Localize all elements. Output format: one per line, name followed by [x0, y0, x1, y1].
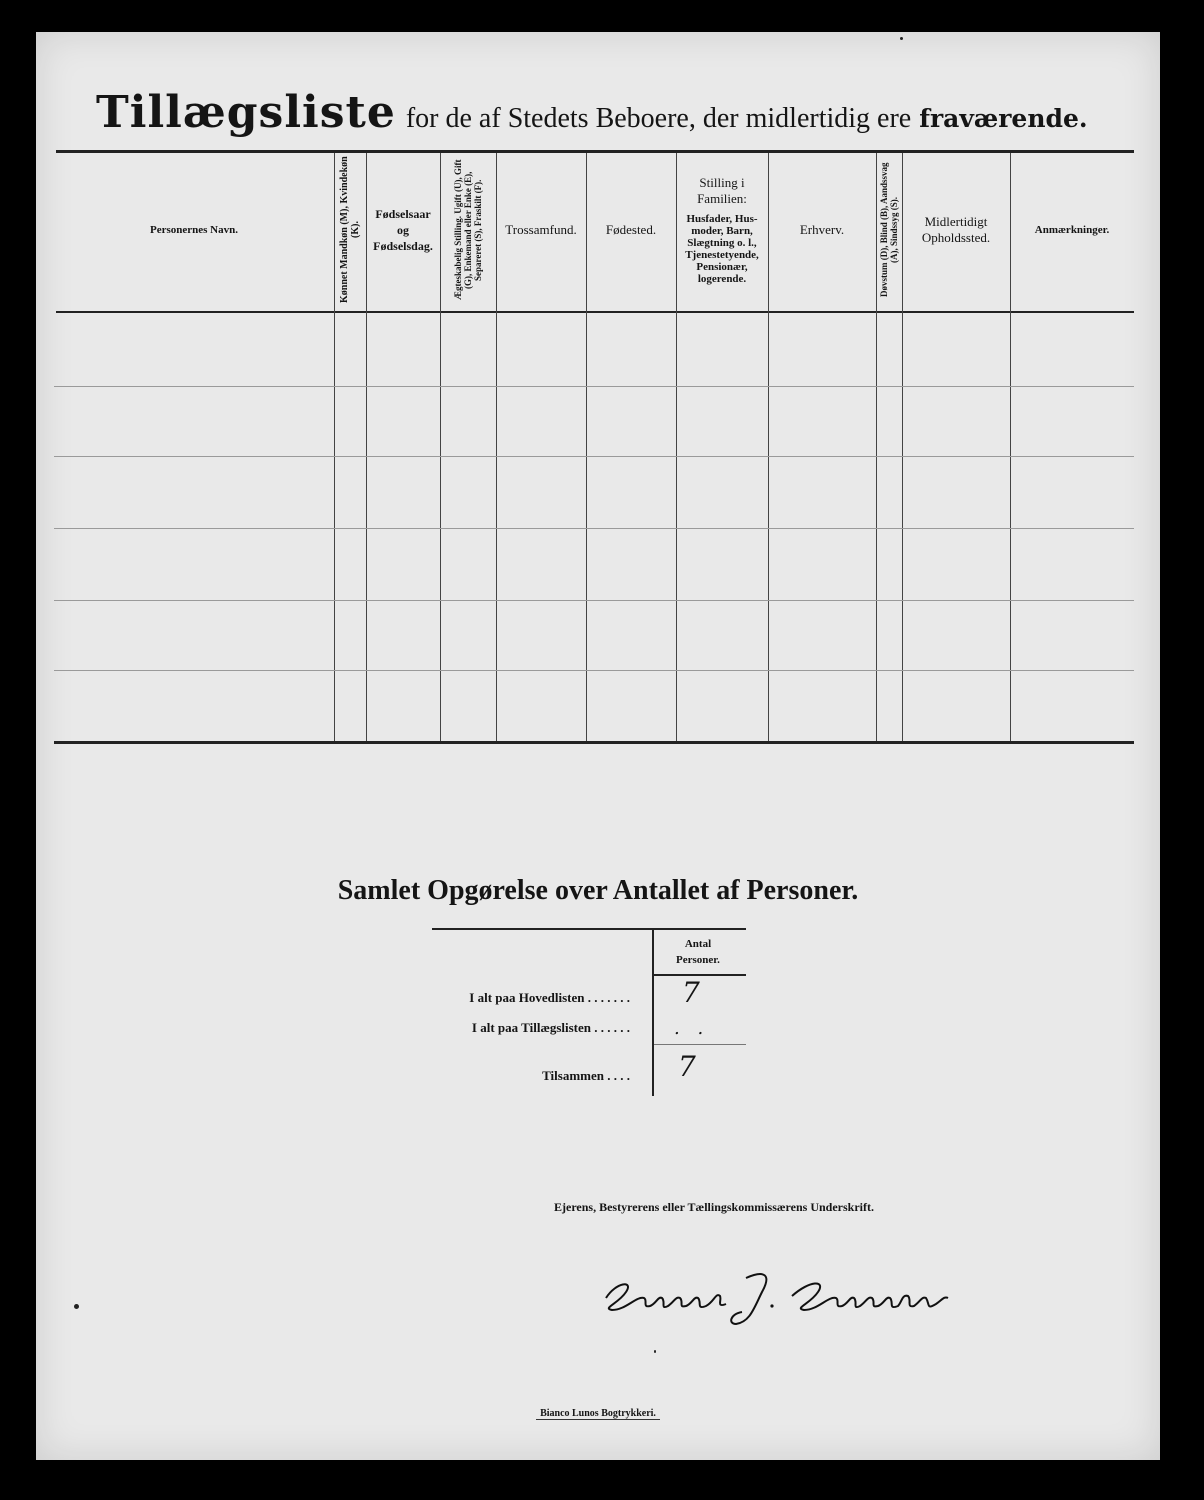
header-birth-line-3: Fødselsdag. — [373, 239, 433, 253]
header-name-text: Personernes Navn. — [150, 224, 238, 236]
row-rule — [54, 386, 1134, 387]
summary-row-label: Tilsammen . . . . — [542, 1068, 630, 1083]
header-birth-line-2: og — [397, 223, 409, 237]
header-religion — [496, 150, 586, 310]
summary-row-label: I alt paa Tillægslisten . . . . . . — [471, 1020, 630, 1035]
summary-value-hovedlisten: 7 — [682, 976, 700, 1009]
header-birthplace-text: Fødested. — [605, 222, 657, 237]
summary-header-rule — [654, 974, 746, 976]
row-rule — [54, 456, 1134, 457]
header-sex — [334, 150, 366, 310]
form-title-rest: for de af Stedets Beboere, der midlertidig ere — [405, 103, 912, 134]
summary-column-header-line-2: Personer. — [676, 954, 720, 966]
row-rule — [54, 600, 1134, 601]
printer-imprint — [36, 1408, 1160, 1419]
header-family-detail: logerende. — [697, 273, 747, 285]
header-religion-text: Trossamfund. — [505, 222, 577, 237]
row-rule — [54, 670, 1134, 671]
header-disability — [876, 150, 902, 310]
header-birth-line-1: Fødselsaar — [375, 207, 431, 221]
summary-row-label: I alt paa Hovedlisten . . . . . . . — [469, 990, 630, 1005]
ink-dot — [900, 37, 903, 40]
summary-value-tillaegslisten: . . — [674, 1018, 710, 1039]
header-remarks-text: Anmærkninger. — [1034, 224, 1110, 236]
signature-label: Ejerens, Bestyrerens eller Tællingskommissærens Underskrift. — [554, 1200, 874, 1214]
absentee-table — [54, 150, 1134, 744]
header-residence-line-1: Midlertidigt — [924, 214, 988, 229]
header-family-title-1: Stilling i — [699, 175, 745, 190]
printer-imprint-text: Bianco Lunos Bogtrykkeri. — [536, 1408, 660, 1420]
header-occupation — [768, 150, 876, 310]
summary-top-rule — [432, 928, 746, 930]
header-family-detail: Husfader, Hus- — [686, 213, 758, 225]
summary-value-tilsammen: 7 — [678, 1050, 696, 1083]
header-name — [54, 150, 334, 310]
handwritten-signature — [596, 1252, 956, 1332]
header-remarks — [1010, 150, 1134, 310]
signature-name: Samuel J. Samuelsen — [596, 1252, 607, 1253]
summary-title: Samlet Opgørelse over Antallet af Personer. — [337, 875, 859, 906]
census-form-sheet — [36, 32, 1160, 1460]
header-occupation-text: Erhverv. — [799, 222, 845, 237]
header-family-detail: moder, Barn, — [691, 225, 753, 237]
header-sex-text: Kønnet Mandkøn (M), Kvindekøn (K). — [339, 156, 361, 304]
summary-column-divider — [652, 930, 654, 1096]
form-title-bold-word: fraværende. — [919, 104, 1088, 133]
header-birth — [366, 150, 440, 310]
summary-column-header — [656, 936, 740, 968]
header-residence-line-2: Opholdssted. — [921, 230, 991, 245]
summary-column-header-line-1: Antal — [684, 938, 712, 950]
row-rule — [54, 528, 1134, 529]
form-title — [96, 87, 1106, 138]
header-family-detail: Pensionær, — [696, 261, 748, 273]
header-family-detail: Tjenestetyende, — [685, 249, 759, 261]
header-birthplace — [586, 150, 676, 310]
summary-subtotal-rule — [654, 1044, 746, 1045]
ink-dot — [74, 1304, 79, 1309]
header-disability-text: Døvstum (D), Blind (B), Aandssvag (A), Sindssyg (S). — [879, 162, 899, 298]
header-marital-text: Ægteskabelig Stilling. Ugift (U), Gift (G), Enkemand eller Enke (E), Separeret (S), Fraskilt (F). — [453, 159, 483, 301]
ink-dot — [654, 1350, 656, 1353]
form-title-main: Tillægsliste — [96, 87, 396, 138]
header-family-title-2: Familien: — [697, 191, 747, 206]
header-family — [676, 150, 768, 310]
header-marital — [440, 150, 496, 310]
header-family-detail: Slægtning o. l., — [687, 237, 757, 249]
header-residence — [902, 150, 1010, 310]
